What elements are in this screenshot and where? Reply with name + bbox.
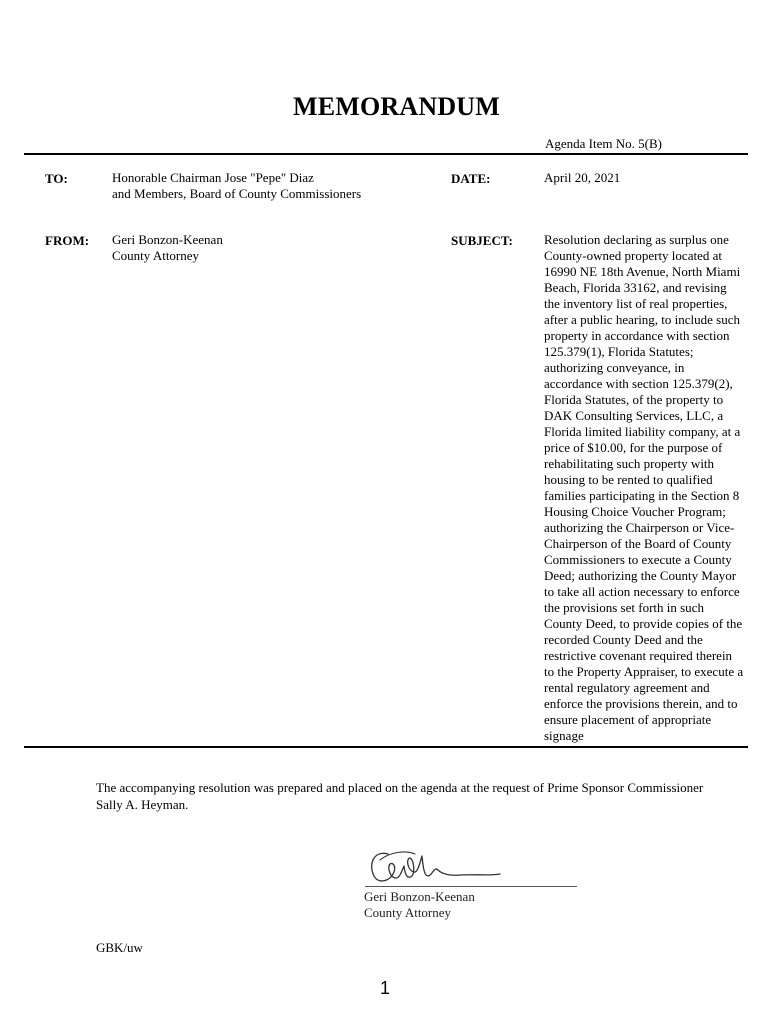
date-value: April 20, 2021 [544, 170, 621, 185]
subject-label: SUBJECT: [451, 233, 513, 248]
from-sender [112, 232, 223, 264]
from-line: Geri Bonzon-Keenan [112, 232, 223, 247]
to-recipients [112, 170, 361, 202]
subject-line: the inventory list of real properties, [544, 296, 728, 311]
subject-line: Resolution declaring as surplus one [544, 232, 729, 247]
subject-line: to the Property Appraiser, to execute a [544, 664, 744, 679]
section-divider [24, 746, 748, 748]
header-divider [24, 153, 748, 155]
subject-line: price of $10.00, for the purpose of [544, 440, 723, 455]
subject-line: rehabilitating such property with [544, 456, 715, 471]
handwritten-signature [360, 842, 510, 888]
subject-line: Beach, Florida 33162, and revising [544, 280, 727, 295]
signature-line [365, 886, 577, 887]
subject-text [544, 232, 759, 744]
subject-line: restrictive covenant required therein [544, 648, 733, 663]
subject-line: signage [544, 728, 584, 743]
subject-line: Chairperson of the Board of County [544, 536, 732, 551]
body-line: The accompanying resolution was prepared and placed on the agenda at the request of Prime Sponsor Commissioner [96, 780, 704, 795]
subject-line: Housing Choice Voucher Program; [544, 504, 726, 519]
subject-line: enforce the provisions therein, and to [544, 696, 738, 711]
subject-line: to take all action necessary to enforce [544, 584, 740, 599]
agenda-item-number: Agenda Item No. 5(B) [545, 136, 662, 151]
subject-line: DAK Consulting Services, LLC, a [544, 408, 724, 423]
typist-initials: GBK/uw [96, 940, 143, 955]
subject-line: County Deed, to provide copies of the [544, 616, 743, 631]
signature-title: County Attorney [364, 905, 452, 920]
subject-line: Deed; authorizing the County Mayor [544, 568, 737, 583]
body-paragraph [96, 780, 736, 813]
page-number: 1 [379, 978, 390, 998]
subject-line: County-owned property located at [544, 248, 722, 263]
to-line: Honorable Chairman Jose "Pepe" Diaz [112, 170, 314, 185]
from-line: County Attorney [112, 248, 200, 263]
subject-line: Commissioners to execute a County [544, 552, 732, 567]
subject-line: rental regulatory agreement and [544, 680, 710, 695]
to-line: and Members, Board of County Commissioners [112, 186, 362, 201]
subject-line: Florida limited liability company, at a [544, 424, 741, 439]
to-label: TO: [45, 171, 68, 186]
signature-name: Geri Bonzon-Keenan [364, 889, 475, 904]
subject-line: 125.379(1), Florida Statutes; [544, 344, 694, 359]
subject-line: Florida Statutes, of the property to [544, 392, 724, 407]
subject-line: authorizing conveyance, in [544, 360, 685, 375]
subject-line: housing to be rented to qualified [544, 472, 713, 487]
subject-line: the provisions set forth in such [544, 600, 704, 615]
memo-title: MEMORANDUM [292, 92, 501, 121]
subject-line: after a public hearing, to include such [544, 312, 741, 327]
date-label: DATE: [451, 171, 491, 186]
subject-line: accordance with section 125.379(2), [544, 376, 733, 391]
subject-line: 16990 NE 18th Avenue, North Miami [544, 264, 741, 279]
signature-block [364, 889, 475, 921]
body-line: Sally A. Heyman. [96, 796, 189, 812]
from-label: FROM: [45, 233, 90, 248]
subject-line: recorded County Deed and the [544, 632, 703, 647]
subject-line: ensure placement of appropriate [544, 712, 712, 727]
subject-line: families participating in the Section 8 [544, 488, 740, 503]
subject-line: property in accordance with section [544, 328, 730, 343]
subject-line: authorizing the Chairperson or Vice- [544, 520, 735, 535]
